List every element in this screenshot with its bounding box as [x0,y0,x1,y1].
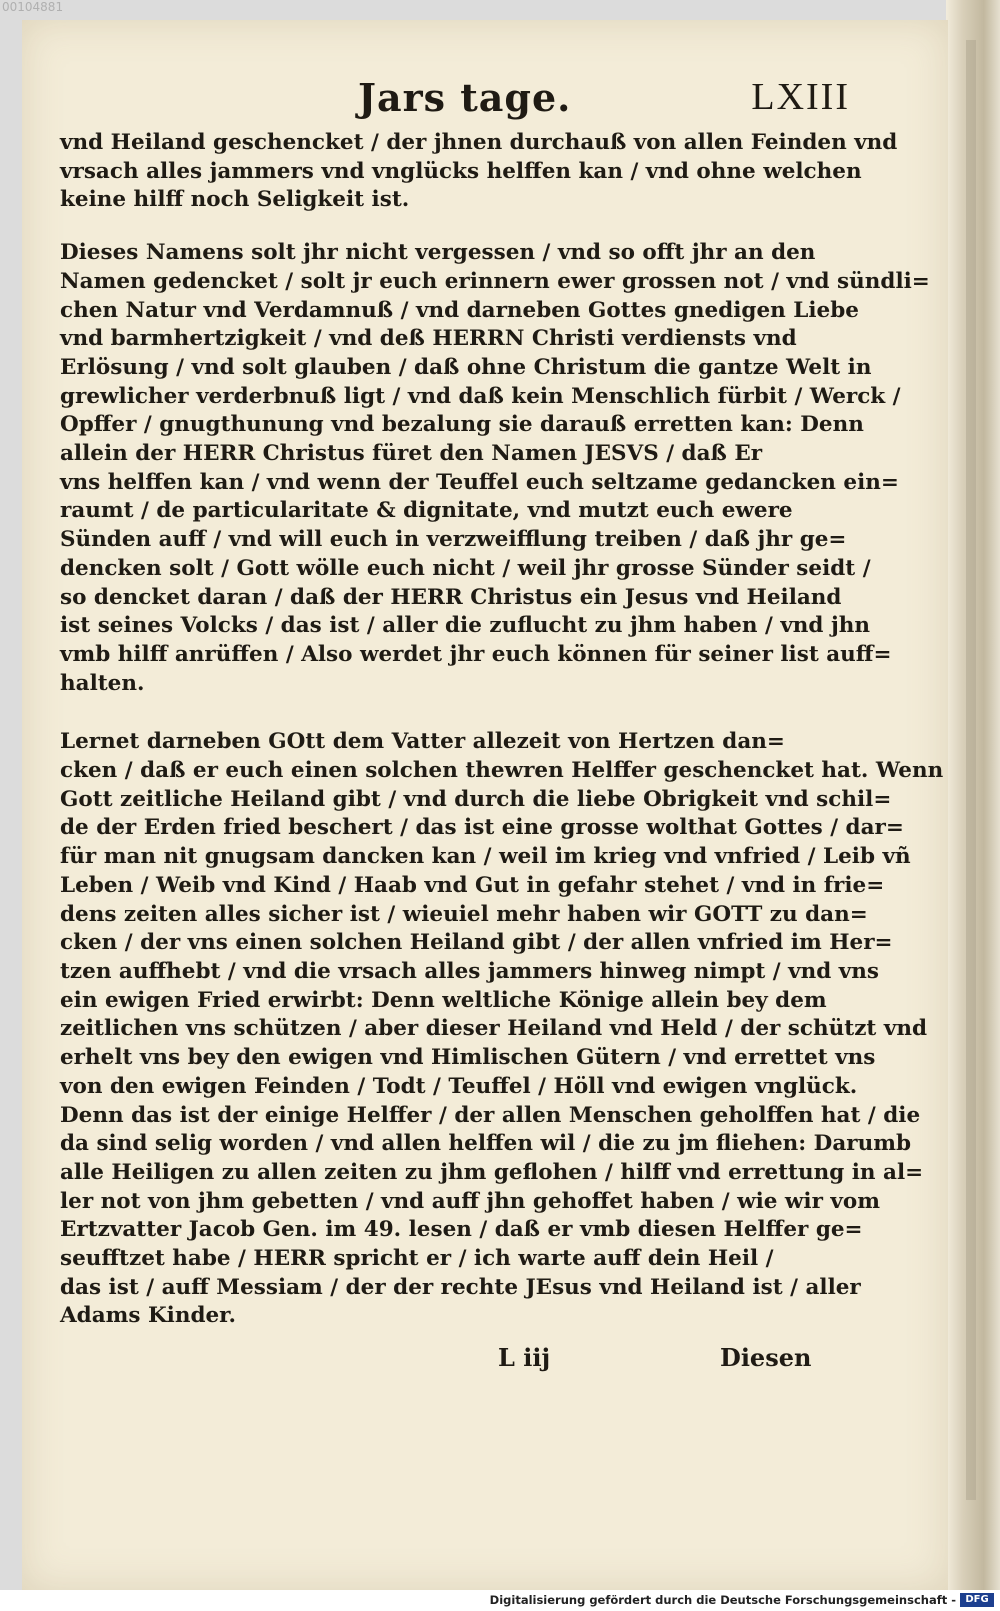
dfg-logo: DFG [960,1593,994,1607]
text-line: ler not von jhm gebetten / vnd auff jhn gehoffet haben / wie wir vom [60,1188,880,1214]
text-line: tzen auffhebt / vnd die vrsach alles jammers hinweg nimpt / vnd vns [60,958,879,984]
text-line: seufftzet habe / HERR spricht er / ich warte auff dein Heil / [60,1246,774,1272]
text-line: Ertzvatter Jacob Gen. im 49. lesen / daß er vmb diesen Helffer ge= [60,1217,863,1243]
text-line: das ist / auff Messiam / der der rechte JEsus vnd Heiland ist / aller [60,1274,861,1300]
page-text-block [60,75,944,1383]
text-line: ist seines Volcks / das ist / aller die zuflucht zu jhm haben / vnd jhn [60,613,870,639]
text-line: vns helffen kan / vnd wenn der Teuffel euch seltzame gedancken ein= [60,469,899,495]
text-line: chen Natur vnd Verdamnuß / vnd darneben Gottes gnedigen Liebe [60,297,859,323]
page-footer [60,1343,832,1383]
paragraph-3 [60,728,944,1331]
catchword: Diesen [720,1343,812,1373]
scan-id-label: 00104881 [2,0,64,14]
text-line: zeitlichen vns schützen / aber dieser Heiland vnd Held / der schützt vnd [60,1016,927,1042]
text-line: ein ewigen Fried erwirbt: Denn weltliche Könige allein bey dem [60,987,827,1013]
text-line: vnd Heiland geschencket / der jhnen durchauß von allen Feinden vnd [60,130,898,155]
text-line: Lernet darneben GOtt dem Vatter allezeit von Hertzen dan= [60,729,785,755]
text-line: Adams Kinder. [60,1303,237,1329]
folio-number: LXIII [751,76,850,118]
credit-bar [0,1590,1000,1611]
text-line: vmb hilff anrüffen / Also werdet jhr euch können für seiner list auff= [60,641,892,667]
text-line: Leben / Weib vnd Kind / Haab vnd Gut in gefahr stehet / vnd in frie= [60,872,885,898]
paragraph-gap [60,698,832,728]
text-line: cken / der vns einen solchen Heiland gibt / der allen vnfried im Her= [60,930,893,956]
signature-mark: L iij [498,1343,551,1373]
text-line: da sind selig worden / vnd allen helffen wil / die zu jm fliehen: Darumb [60,1131,912,1157]
text-line: raumt / de particularitate & dignitate, vnd mutzt euch ewere [60,498,793,524]
text-line: de der Erden fried beschert / das ist eine grosse wolthat Gottes / dar= [60,815,904,841]
running-title: Jars tage. [358,75,572,120]
text-line: cken / daß er euch einen solchen thewren Helffer geschencket hat. Wenn [60,758,944,784]
running-head [60,75,850,129]
text-line: Gott zeitliche Heiland gibt / vnd durch die liebe Obrigkeit vnd schil= [60,786,892,812]
text-line: Erlösung / vnd solt glauben / daß ohne Christum die gantze Welt in [60,354,872,380]
text-line: Namen gedencket / solt jr euch erinnern ewer grossen not / vnd sündli= [60,268,930,294]
text-line: vnd barmhertzigkeit / vnd deß HERRN Christi verdiensts vnd [60,326,797,352]
text-line: dens zeiten alles sicher ist / wieuiel mehr haben wir GOTT zu dan= [60,901,868,927]
book-page [22,20,948,1590]
text-line: erhelt vns bey den ewigen vnd Himlischen Gütern / vnd errettet vns [60,1045,876,1071]
text-line: Denn das ist der einige Helffer / der allen Menschen geholffen hat / die [60,1102,921,1128]
text-line: Sünden auff / vnd will euch in verzweifflung treiben / daß jhr ge= [60,527,847,553]
paragraph-2 [60,239,930,698]
text-line: allein der HERR Christus füret den Namen JESVS / daß Er [60,441,763,467]
text-line: vrsach alles jammers vnd vnglücks helffen kan / vnd ohne welchen [60,158,862,184]
text-line: Opffer / gnugthunung vnd bezalung sie darauß erretten kan: Denn [60,412,864,438]
text-line: Dieses Namens solt jhr nicht vergessen / vnd so offt jhr an den [60,240,816,266]
text-line: so dencket daran / daß der HERR Christus ein Jesus vnd Heiland [60,584,842,610]
text-line: dencken solt / Gott wölle euch nicht / weil jhr grosse Sünder seidt / [60,555,871,581]
text-line: halten. [60,670,145,696]
text-line: von den ewigen Feinden / Todt / Teuffel / Höll vnd ewigen vnglück. [60,1073,858,1099]
text-line: alle Heiligen zu allen zeiten zu jhm geflohen / hilff vnd errettung in al= [60,1159,924,1185]
book-edge-strip [966,40,976,1500]
credit-text: Digitalisierung gefördert durch die Deutsche Forschungsgemeinschaft - [489,1593,956,1607]
text-line: keine hilff noch Seligkeit ist. [60,187,410,213]
text-line: für man nit gnugsam dancken kan / weil im krieg vnd vnfried / Leib vñ [60,844,911,870]
paragraph-gap [60,215,832,239]
text-line: grewlicher verderbnuß ligt / vnd daß kein Menschlich fürbit / Werck / [60,383,901,409]
paragraph-1 [60,129,898,215]
